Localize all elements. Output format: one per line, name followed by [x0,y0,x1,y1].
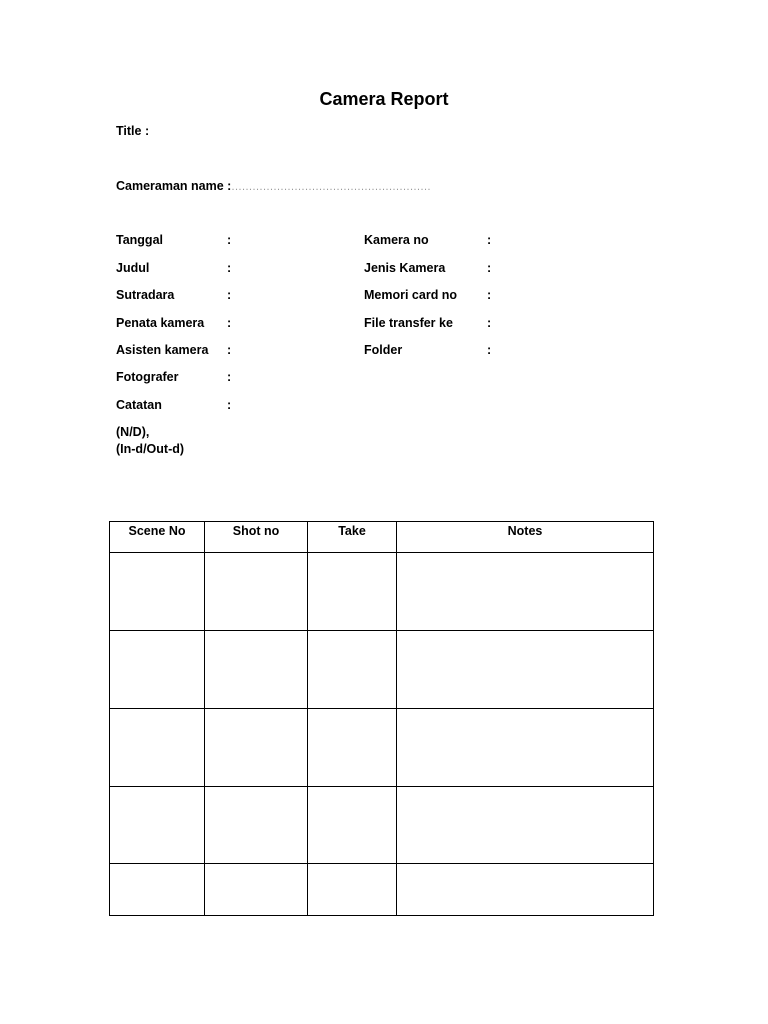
cell-scene-no[interactable] [110,553,205,631]
cell-take[interactable] [308,864,397,916]
cell-take[interactable] [308,553,397,631]
cell-notes[interactable] [397,864,654,916]
header-shot-no: Shot no [205,522,308,553]
field-tanggal-label: Tanggal [116,233,163,247]
header-notes: Notes [397,522,654,553]
field-memori-card-sep: : [487,288,492,302]
cameraman-label: Cameraman name : [116,179,232,193]
field-judul-label: Judul [116,261,150,275]
cell-scene-no[interactable] [110,787,205,864]
notes-line-1: (N/D), [116,425,150,439]
field-folder-sep: : [487,343,492,357]
cell-shot-no[interactable] [205,864,308,916]
field-file-transfer-label: File transfer ke [364,316,453,330]
table-row [110,631,654,709]
cell-notes[interactable] [397,631,654,709]
field-tanggal-sep: : [227,233,232,247]
field-asisten-kamera-label: Asisten kamera [116,343,209,357]
cameraman-field[interactable]: ………………………………………………… [231,181,431,193]
table-row [110,709,654,787]
table-row [110,553,654,631]
header-take: Take [308,522,397,553]
cell-scene-no[interactable] [110,709,205,787]
field-sutradara-sep: : [227,288,232,302]
field-sutradara-label: Sutradara [116,288,175,302]
field-penata-kamera-sep: : [227,316,232,330]
cell-take[interactable] [308,631,397,709]
cell-take[interactable] [308,709,397,787]
title-label: Title : [116,124,150,138]
cell-shot-no[interactable] [205,631,308,709]
cell-notes[interactable] [397,709,654,787]
field-asisten-kamera-sep: : [227,343,232,357]
field-kamera-no-sep: : [487,233,492,247]
cell-notes[interactable] [397,787,654,864]
cell-shot-no[interactable] [205,553,308,631]
cell-take[interactable] [308,787,397,864]
field-judul-sep: : [227,261,232,275]
field-folder-label: Folder [364,343,403,357]
field-memori-card-label: Memori card no [364,288,458,302]
cell-scene-no[interactable] [110,631,205,709]
field-jenis-kamera-sep: : [487,261,492,275]
field-catatan-sep: : [227,398,232,412]
cell-scene-no[interactable] [110,864,205,916]
header-scene-no: Scene No [110,522,205,553]
table-header-row [110,522,654,553]
cell-shot-no[interactable] [205,709,308,787]
cell-shot-no[interactable] [205,787,308,864]
notes-line-2: (In-d/Out-d) [116,442,185,456]
field-jenis-kamera-label: Jenis Kamera [364,261,446,275]
table-row [110,787,654,864]
field-catatan-label: Catatan [116,398,162,412]
cell-notes[interactable] [397,553,654,631]
shot-log-table [109,521,654,916]
field-file-transfer-sep: : [487,316,492,330]
field-kamera-no-label: Kamera no [364,233,429,247]
field-fotografer-sep: : [227,370,232,384]
report-heading: Camera Report [319,89,449,109]
table-row [110,864,654,916]
field-penata-kamera-label: Penata kamera [116,316,205,330]
field-fotografer-label: Fotografer [116,370,179,384]
